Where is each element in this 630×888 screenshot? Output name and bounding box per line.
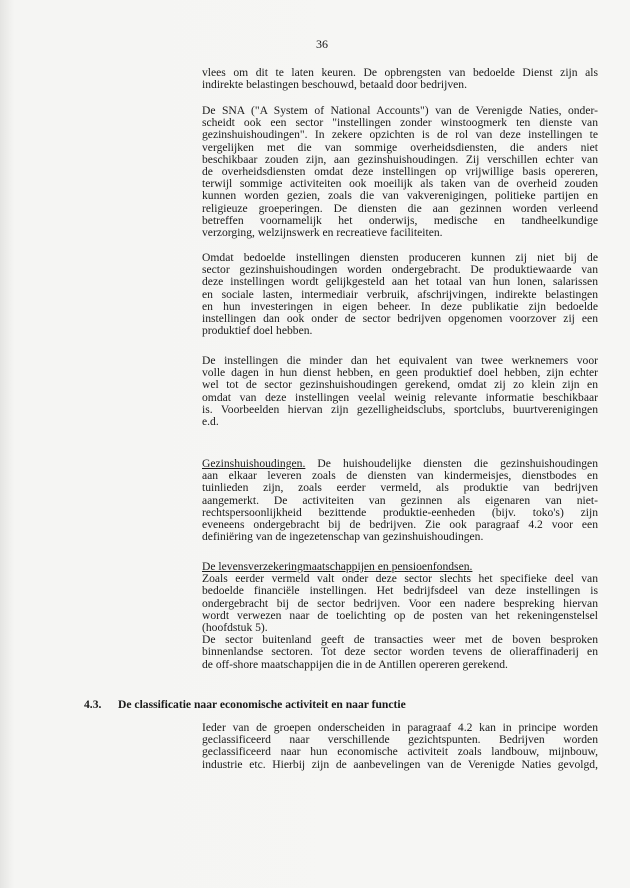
paragraph-tax-revenues [202,67,598,91]
text-line: verzorging, welzijnswerk en recreatieve faciliteiten. [202,225,443,239]
text-line: rechtspersoonlijkheid bezittende produktie-eenheden (bijv. toko's) zijn [202,505,598,519]
text-line: De instellingen die minder dan het equivalent van twee werknemers voor [202,354,598,367]
text-line: gezinshuishoudingen". In zekere opzichten is de rol van deze instellingen te [202,128,598,142]
text-line: industrie etc. Hierbij zijn de aanbevelingen van de Verenigde Naties gevolgd, [202,757,598,771]
text-line: eveneens ondergebracht bij de bedrijven. Zie ook paragraaf 4.2 voor een [202,517,598,531]
text-line: religieuze groeperingen. De diensten die aan gezinnen worden verleend [202,201,598,215]
text-line: definiëring van de ingezetenschap van gezinshuishoudingen. [202,530,484,544]
text-line: omdat van deze instellingen veelal weinig relevante informatie beschikbaar [202,390,598,404]
text-line: betreffen voornamelijk het onderwijs, medische en tandheelkundige [202,213,598,227]
text-line: Ieder van de groepen onderscheiden in paragraaf 4.2 kan in principe worden [202,721,598,734]
text-line: de off-shore maatschappijen die in de Antillen opereren gerekend. [202,657,508,671]
text-line: wel tot de sector gezinshuishoudingen gerekend, omdat zij zo klein zijn en [202,378,598,392]
text-line: de overheidsdiensten omdat deze instellingen op vrijwillige basis opereren, [202,164,598,178]
paragraph-production-value [202,252,598,337]
line-text: (hoofdstuk 5). [202,620,268,634]
underlined-subheading: Gezinshuishoudingen. [202,457,306,470]
text-line: kunnen worden gezien, zoals die van vakverenigingen, politieke partijen en [202,189,598,203]
text-line: vergelijken met die van sommige overheidsdiensten, die anders niet [202,140,598,154]
text-line: ondergebracht bij de sector bedrijven. Voor een nadere bespreking hiervan [202,596,598,610]
text-line: sector gezinshuishoudingen worden ondergebracht. De produktiewaarde van [202,263,598,277]
text-line: De SNA ("A System of National Accounts") van de Verenigde Naties, onder- [202,104,598,117]
text-line: beschikbaar zouden zijn, aan gezinshuishoudingen. Zij verschillen echter van [202,152,598,166]
text-line: volle dagen in hun dienst hebben, en geen produktief doel hebben, zijn echter [202,366,598,380]
text-line: binnenlandse sectoren. Tot deze sector worden tevens de olieraffinaderij en [202,645,598,659]
text-line: De sector buitenland geeft de transacties weer met de boven besproken [202,633,598,647]
paragraph-households [202,458,598,543]
text-line: aan elkaar leveren zoals de diensten van kindermeisjes, dienstbodes en [202,469,598,483]
text-line: e.d. [202,414,219,428]
paragraph-small-institutions [202,355,598,428]
text-line: indirekte belastingen beschouwd, betaald door bedrijven. [202,78,467,92]
section-title: De classificatie naar economische activiteit en naar functie [118,698,406,711]
text-line: is. Voorbeelden hiervan zijn gezelligheidsclubs, sportclubs, buurtverenigingen [202,402,598,416]
text-line: terwijl sommige activiteiten ook moeilijk als taken van de overheid zouden [202,177,598,191]
text-line: wordt verwezen naar de toelichting op de posten van het rekeningenstelsel [202,608,598,622]
paragraph-sna-nonprofit [202,105,598,239]
text-line: en sociale lasten, intermediair verbruik, afschrijvingen, indirekte belastingen [202,287,598,301]
text-line: instellingen dan ook onder de sector bedrijven opgenomen voorzover zij een [202,311,598,325]
text-line: vlees om dit te laten keuren. De opbrengsten van bedoelde Dienst zijn als [202,66,598,79]
text-line: geclassificeerd naar verschillende gezichtspunten. Bedrijven worden [202,733,598,747]
text-line: Omdat bedoelde instellingen diensten produceren kunnen zij niet bij de [202,251,598,264]
text-line: en hun investeringen in eigen beheer. In deze publikatie zijn bedoelde [202,299,598,313]
text-line: geclassificeerd naar hun economische activiteit zoals landbouw, mijnbouw, [202,745,598,759]
section-number: 4.3. [84,698,102,711]
text-line: bedoelde financiële instellingen. Het bedrijfsdeel van deze instellingen is [202,584,598,598]
text-line: aangemerkt. De activiteiten van gezinnen als eigenaren van niet- [202,493,598,507]
underlined-subheading: De levensverzekeringmaatschappijen en pensioenfondsen. [202,560,473,573]
paragraph-classification [202,722,598,771]
line-text: De huishoudelijke diensten die gezinshuishoudingen [305,457,598,470]
text-line: tuinlieden zijn, zoals eerder vermeld, als produktie van bedrijven [202,481,598,495]
paragraph-insurance-pension [202,561,598,671]
text-line: produktief doel hebben. [202,324,313,338]
page-number: 36 [316,37,328,51]
text-line: Zoals eerder vermeld valt onder deze sector slechts het specifieke deel van [202,572,598,586]
text-line: deze instellingen wordt gelijkgesteld aan het totaal van hun lonen, salarissen [202,275,598,289]
text-line: scheidt ook een sector "instellingen zonder winstoogmerk ten dienste van [202,116,598,130]
